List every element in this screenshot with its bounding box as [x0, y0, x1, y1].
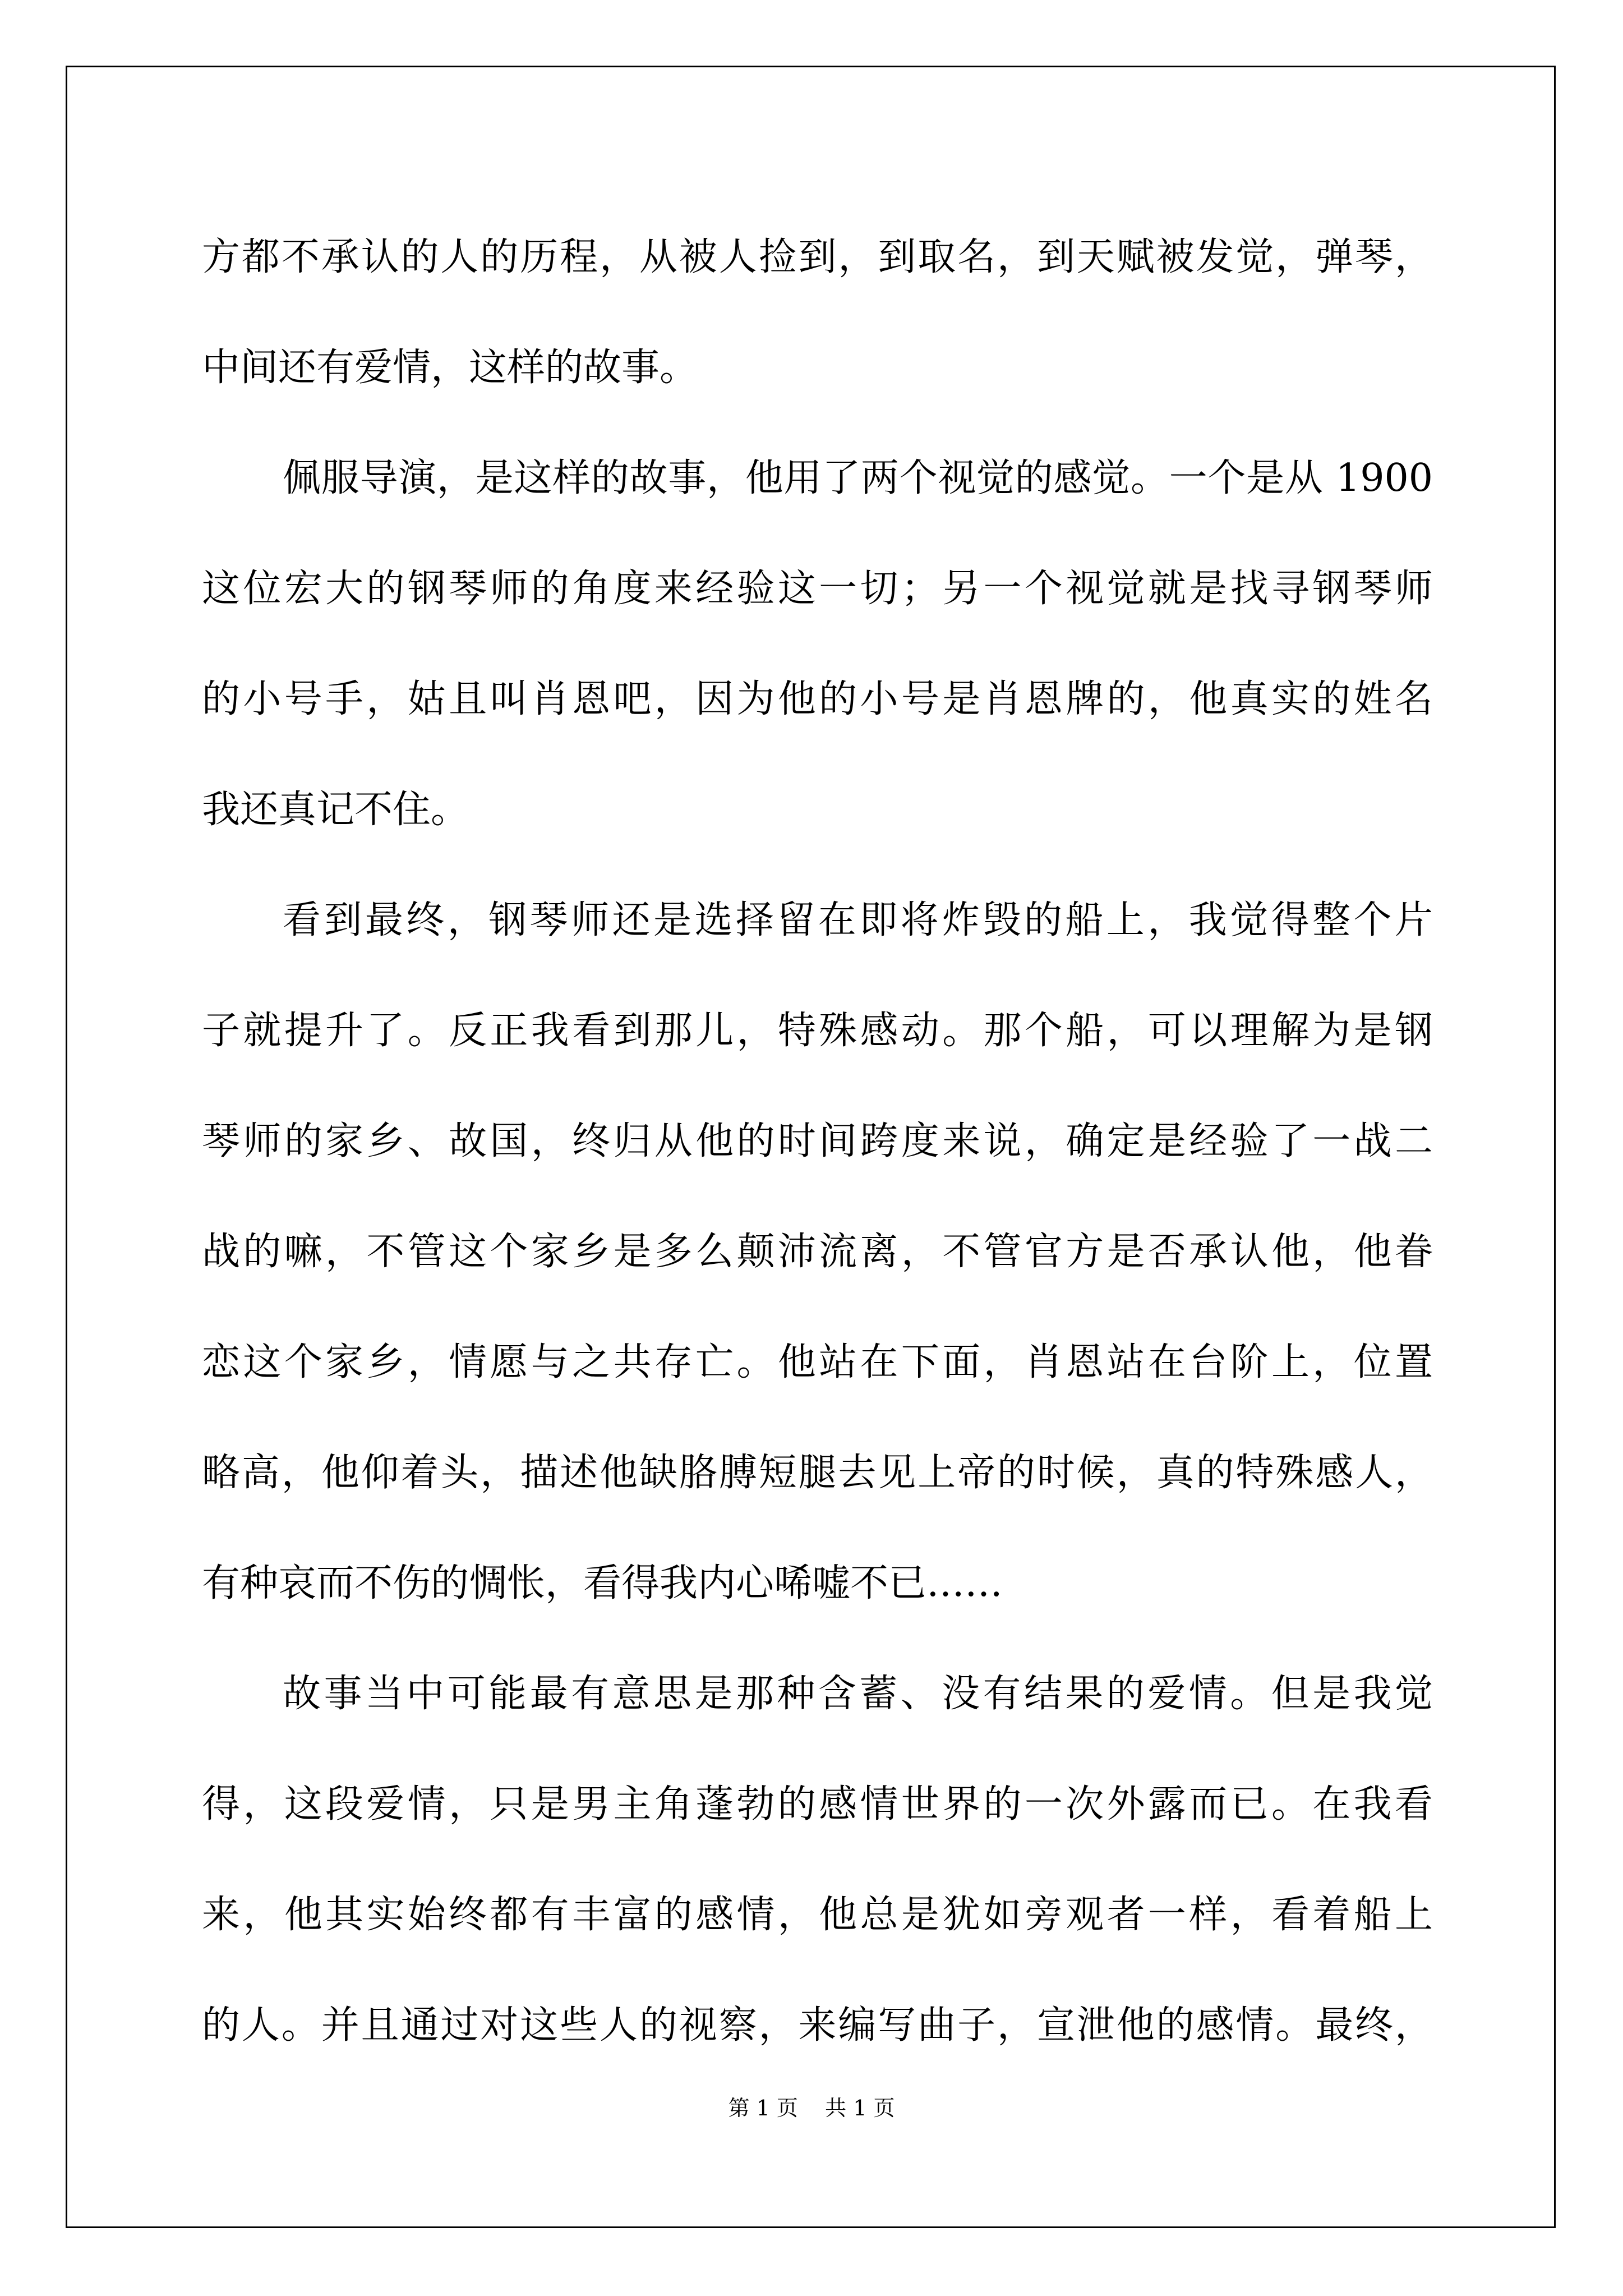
- text-line: 琴师的家乡、故国，终归从他的时间跨度来说，确定是经验了一战二: [202, 1119, 1433, 1163]
- text-line: 子就提升了。反正我看到那儿，特殊感动。那个船，可以理解为是钢: [202, 1009, 1433, 1053]
- text-line: 这位宏大的钢琴师的角度来经验这一切；另一个视觉就是找寻钢琴师: [202, 567, 1433, 611]
- text-line: 来，他其实始终都有丰富的感情，他总是犹如旁观者一样，看着船上: [202, 1893, 1433, 1937]
- text-line: 方都不承认的人的历程，从被人捡到，到取名，到天赋被发觉，弹琴，: [202, 235, 1433, 279]
- text-line: 有种哀而不伤的惆怅，看得我内心唏嘘不已……: [202, 1561, 1003, 1605]
- text-line: 略高，他仰着头，描述他缺胳膊短腿去见上帝的时候，真的特殊感人，: [202, 1451, 1433, 1495]
- text-line: 的人。并且通过对这些人的视察，来编写曲子，宣泄他的感情。最终，: [202, 2003, 1433, 2047]
- text-line: 佩服导演，是这样的故事，他用了两个视觉的感觉。一个是从 1900: [283, 456, 1433, 500]
- text-line: 得，这段爱情，只是男主角蓬勃的感情世界的一次外露而已。在我看: [202, 1782, 1433, 1826]
- text-line: 恋这个家乡，情愿与之共存亡。他站在下面，肖恩站在台阶上，位置: [202, 1340, 1433, 1384]
- text-line: 我还真记不住。: [202, 788, 469, 832]
- text-line: 故事当中可能最有意思是那种含蓄、没有结果的爱情。但是我觉: [283, 1672, 1433, 1716]
- page-number-footer: 第 1 页 共 1 页: [728, 2096, 895, 2120]
- text-line: 看到最终，钢琴师还是选择留在即将炸毁的船上，我觉得整个片: [283, 898, 1433, 942]
- text-line: 战的嘛，不管这个家乡是多么颠沛流离，不管官方是否承认他，他眷: [202, 1230, 1433, 1274]
- text-line: 的小号手，姑且叫肖恩吧，因为他的小号是肖恩牌的，他真实的姓名: [202, 677, 1433, 721]
- text-line: 中间还有爱情，这样的故事。: [202, 346, 698, 390]
- document-body: [202, 202, 1433, 2081]
